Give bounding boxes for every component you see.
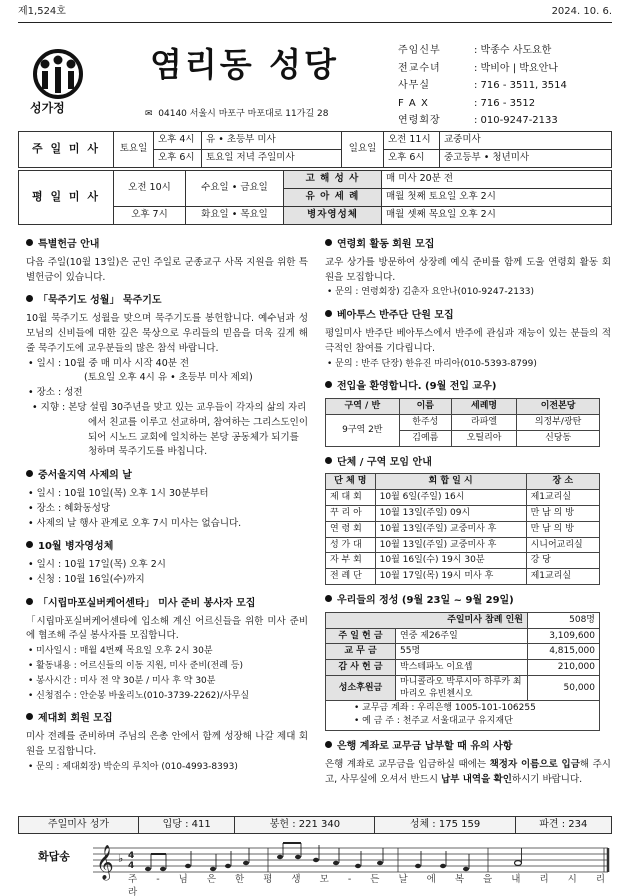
special-desc: 매월 첫째 토요일 오후 2시 [382, 189, 612, 207]
list-item: (토요일 오후 4시 유 • 초등부 미사 제외) [84, 372, 253, 384]
table-cell: 마니콜라오 박루시아 하루카 최마리오 유빈첸시오 [396, 675, 528, 700]
mass-time: 오전 10시 [114, 171, 186, 207]
table-header: 구역 / 반 [326, 399, 400, 415]
account-holder: • 예 금 주 : 천주교 서울대교구 유지재단 [354, 716, 513, 727]
hymn-table [18, 816, 612, 834]
list-item: • 일시 : 10월 중 매 미사 시작 40분 전 [28, 357, 190, 369]
meeting-table [325, 473, 600, 585]
weekday-mass-table [18, 170, 612, 225]
holy-family-logo-icon [18, 48, 98, 100]
response-psalm-label: 화답송 [38, 850, 70, 863]
table-cell: 한주성 [399, 414, 451, 430]
list-item: • 일시 : 10월 17일(목) 오후 2시 [28, 559, 166, 571]
logo-caption: 성가정 [30, 101, 65, 115]
table-cell: 10월 13일(주일) 교중미사 후 [375, 521, 526, 537]
table-row [326, 660, 600, 676]
mass-desc: 교중미사 [440, 132, 612, 150]
section-title: 베아투스 반주단 단원 모집 [325, 309, 611, 324]
mass-days: 수요일 • 금요일 [186, 171, 284, 207]
section-text: 은행 계좌로 교무금을 입금하실 때에는 책정자 이름으로 입금해 주시고, 사무실에 오셔서 반드시 납부 내역을 확인하시기 바랍니다. [325, 758, 611, 785]
svg-text:4: 4 [128, 851, 135, 861]
section-title: 중서울지역 사제의 날 [26, 469, 308, 484]
section-text: 미사 전례를 준비하며 주님의 은총 안에서 함께 성장해 나갈 제대 회원을 모집합니다. [26, 731, 308, 757]
table-cell: 10월 16일(수) 19시 30분 [375, 553, 526, 569]
table-cell: 10월 13일(주일) 교중미사 후 [375, 537, 526, 553]
section-title: 우리들의 정성 (9월 23일 ~ 9월 29일) [325, 594, 611, 609]
list-item: • 문의 : 반주 단장) 한유진 마리아(010-5393-8799) [327, 358, 537, 369]
table-cell: 라파엘 [451, 414, 516, 430]
table-header: 회 합 일 시 [375, 474, 526, 490]
list-item: • 지향 : 본당 설립 30주년을 맞고 있는 교우들이 각자의 삶의 자리에서 친교를 이루고 선교하며, 참여하는 그리스도인이 되어 시노드 교회에 일치하는 본당 공동체가 되기를 청하며 묵주기도를 바칩니다. [32, 401, 309, 458]
section-title: 제대회 회원 모집 [26, 712, 308, 727]
table-cell: 오틸리아 [451, 430, 516, 446]
table-cell: 만 남 의 방 [526, 505, 599, 521]
table-cell: 제 대 회 [326, 490, 376, 506]
mass-time: 오후 6시 [384, 150, 440, 168]
section-text: 10월 묵주기도 성월을 맞으며 묵주기도를 봉헌합니다. 예수님과 성모님의 신비들에 대한 깊은 묵상으로 우리들의 믿음을 더욱 깊게 해줄 묵주기도에 교우분들의 많은 참석 바랍니다. [26, 313, 308, 354]
attendance-count: 508명 [528, 612, 600, 628]
list-item: • 장소 : 성전 [28, 387, 83, 399]
table-cell: 감 사 헌 금 [326, 660, 396, 676]
contact-row: 전교수녀 : 박비아 | 박요안나 [398, 62, 558, 74]
svg-text:𝄞: 𝄞 [96, 845, 114, 880]
table-cell: 10월 13일(주일) 09시 [375, 505, 526, 521]
table-row [326, 414, 600, 430]
list-item: • 장소 : 혜화동성당 [28, 502, 111, 514]
table-cell: 성소후원금 [326, 675, 396, 700]
table-cell: 꾸 리 아 [326, 505, 376, 521]
table-row [326, 537, 600, 553]
svg-text:♭: ♭ [118, 852, 124, 865]
section-title: 은행 계좌로 교무금 납부할 때 유의 사항 [325, 740, 611, 755]
mass-days: 화요일 • 목요일 [186, 207, 284, 225]
contact-list [398, 42, 567, 130]
parish-title: 염리동 성당 [150, 45, 339, 84]
section-title: 전입을 환영합니다. (9월 전입 교우) [325, 380, 611, 395]
issue-number: 제1,524호 [18, 6, 66, 17]
hymn-entrance: 입당 : 411 [139, 817, 235, 834]
table-cell: 10월 6일(주일) 16시 [375, 490, 526, 506]
table-header: 이전본당 [517, 399, 600, 415]
mass-schedule-table [18, 131, 612, 168]
table-cell: 50,000 [528, 675, 600, 700]
mass-time: 오후 6시 [154, 150, 202, 168]
table-header: 세례명 [451, 399, 516, 415]
table-header: 이름 [399, 399, 451, 415]
right-column [325, 238, 611, 787]
section-title: 단체 / 구역 모임 안내 [325, 456, 611, 471]
table-cell: 만 남 의 방 [526, 521, 599, 537]
list-item: • 일시 : 10월 10일(목) 오후 1시 30분부터 [28, 487, 209, 499]
section-title: 「시립마포실버케어센타」 미사 준비 봉사자 모집 [26, 597, 308, 612]
table-cell: 교 무 금 [326, 644, 396, 660]
mass-desc: 유 • 초등부 미사 [202, 132, 342, 150]
table-cell: 박스테파노 이요셉 [396, 660, 528, 676]
list-item: • 문의 : 제대회장) 박순의 루치아 (010-4993-8393) [28, 761, 238, 772]
special-label: 병자영성체 [284, 207, 382, 225]
table-row [326, 628, 600, 644]
table-cell: 4,815,000 [528, 644, 600, 660]
psalm-lyrics: 주 - 님 은 한 평 생 모 - 든 날 에 복 을 내 리 시 리 라 [128, 874, 614, 896]
table-cell: 55명 [396, 644, 528, 660]
table-cell: 제1교리실 [526, 569, 599, 585]
list-item: • 문의 : 연령회장) 김춘자 요안나(010-9247-2133) [327, 287, 534, 298]
offering-table [325, 612, 600, 731]
contact-row: 주임신부 : 박종수 사도요한 [398, 45, 552, 56]
special-desc: 매월 셋째 목요일 오후 2시 [382, 207, 612, 225]
list-item: • 미사일시 : 매월 4번째 목요일 오후 2시 30분 [28, 646, 213, 657]
newcomer-table [325, 398, 600, 446]
parish-address: ✉ 04140 서울시 마포구 마포대로 11가길 28 [145, 109, 329, 119]
table-header: 장 소 [526, 474, 599, 490]
section-title: 「묵주기도 성월」 묵주기도 [26, 294, 308, 309]
contact-row: F A X : 716 - 3512 [398, 97, 536, 109]
table-cell: 연중 제26주일 [396, 628, 528, 644]
table-cell: 김예름 [399, 430, 451, 446]
hymn-label: 주일미사 성가 [19, 817, 139, 834]
table-cell: 신당동 [517, 430, 600, 446]
table-row [326, 569, 600, 585]
mass-time: 오전 11시 [384, 132, 440, 150]
hymn-communion: 성체 : 175 159 [375, 817, 515, 834]
table-cell: 전 례 단 [326, 569, 376, 585]
attendance-label: 주일미사 참례 인원 [326, 612, 528, 628]
hymn-dismissal: 파견 : 234 [515, 817, 611, 834]
section-title: 연령회 활동 회원 모집 [325, 238, 611, 253]
mass-time: 오후 7시 [114, 207, 186, 225]
special-label: 고 해 성 사 [284, 171, 382, 189]
section-text: 평일미사 반주단 베아투스에서 반주에 관심과 재능이 있는 분들의 적극적인 참여를 기다립니다. [325, 327, 611, 354]
section-text: 교우 상가를 방문하여 상장례 예식 준비를 함께 도울 연령회 활동 회원을 모집합니다. [325, 256, 611, 283]
table-cell: 강 당 [526, 553, 599, 569]
table-cell: 자 부 회 [326, 553, 376, 569]
issue-date: 2024. 10. 6. [551, 6, 612, 17]
list-item: • 사제의 날 행사 관계로 오후 7시 미사는 없습니다. [28, 517, 242, 529]
table-cell: 연 령 회 [326, 521, 376, 537]
table-row [326, 490, 600, 506]
mass-desc: 중고등부 • 청년미사 [440, 150, 612, 168]
table-cell: 제1교리실 [526, 490, 599, 506]
saturday-label: 토요일 [114, 132, 154, 168]
table-cell: 3,109,600 [528, 628, 600, 644]
table-row [326, 675, 600, 700]
table-cell: 시니어교리실 [526, 537, 599, 553]
contact-row: 사무실 : 716 - 3511, 3514 [398, 80, 567, 91]
table-row [326, 521, 600, 537]
table-row [326, 644, 600, 660]
mass-desc: 토요일 저녁 주일미사 [202, 150, 342, 168]
header-top-rule [18, 22, 612, 23]
section-title: 특별헌금 안내 [26, 238, 308, 253]
table-cell: 성 가 대 [326, 537, 376, 553]
mass-time: 오후 4시 [154, 132, 202, 150]
section-title: 10월 병자영성체 [26, 540, 308, 555]
table-cell: 10월 17일(목) 19시 미사 후 [375, 569, 526, 585]
contact-row: 연령회장 : 010-9247-2133 [398, 115, 558, 126]
mail-icon: ✉ [145, 109, 153, 119]
section-text: 「시립마포실버케어센타에 입소해 계신 어르신들을 위한 미사 준비에 협조해 주실 봉사자를 모집합니다. [26, 615, 308, 642]
svg-text:4: 4 [128, 861, 135, 871]
weekday-mass-label: 평 일 미 사 [19, 171, 114, 225]
list-item: • 봉사시간 : 미사 전 약 30분 / 미사 후 약 30분 [28, 675, 216, 686]
table-cell: 주 일 헌 금 [326, 628, 396, 644]
hymn-offertory: 봉헌 : 221 340 [235, 817, 375, 834]
table-cell: 210,000 [528, 660, 600, 676]
sunday-mass-label: 주 일 미 사 [19, 132, 114, 168]
special-desc: 매 미사 20분 전 [382, 171, 612, 189]
special-label: 유 아 세 례 [284, 189, 382, 207]
list-item: • 활동내용 : 어르신들의 이동 지원, 미사 준비(전례 등) [28, 660, 243, 671]
table-header: 단 체 명 [326, 474, 376, 490]
list-item: • 신청접수 : 안순봉 바울리노(010-3739-2262)/사무실 [28, 690, 250, 701]
sunday-label: 일요일 [342, 132, 384, 168]
list-item: • 신청 : 10월 16일(수)까지 [28, 573, 145, 585]
table-row [326, 505, 600, 521]
table-row [326, 553, 600, 569]
account-info: • 교무금 계좌 : 우리은행 1005-101-106255 [354, 703, 536, 714]
section-text: 다음 주일(10월 13일)은 군인 주일로 군종교구 사목 지원을 위한 특별헌금이 있습니다. [26, 256, 308, 283]
left-column [26, 238, 308, 775]
table-cell: 9구역 2반 [326, 414, 400, 446]
table-cell: 의정부/광탄 [517, 414, 600, 430]
